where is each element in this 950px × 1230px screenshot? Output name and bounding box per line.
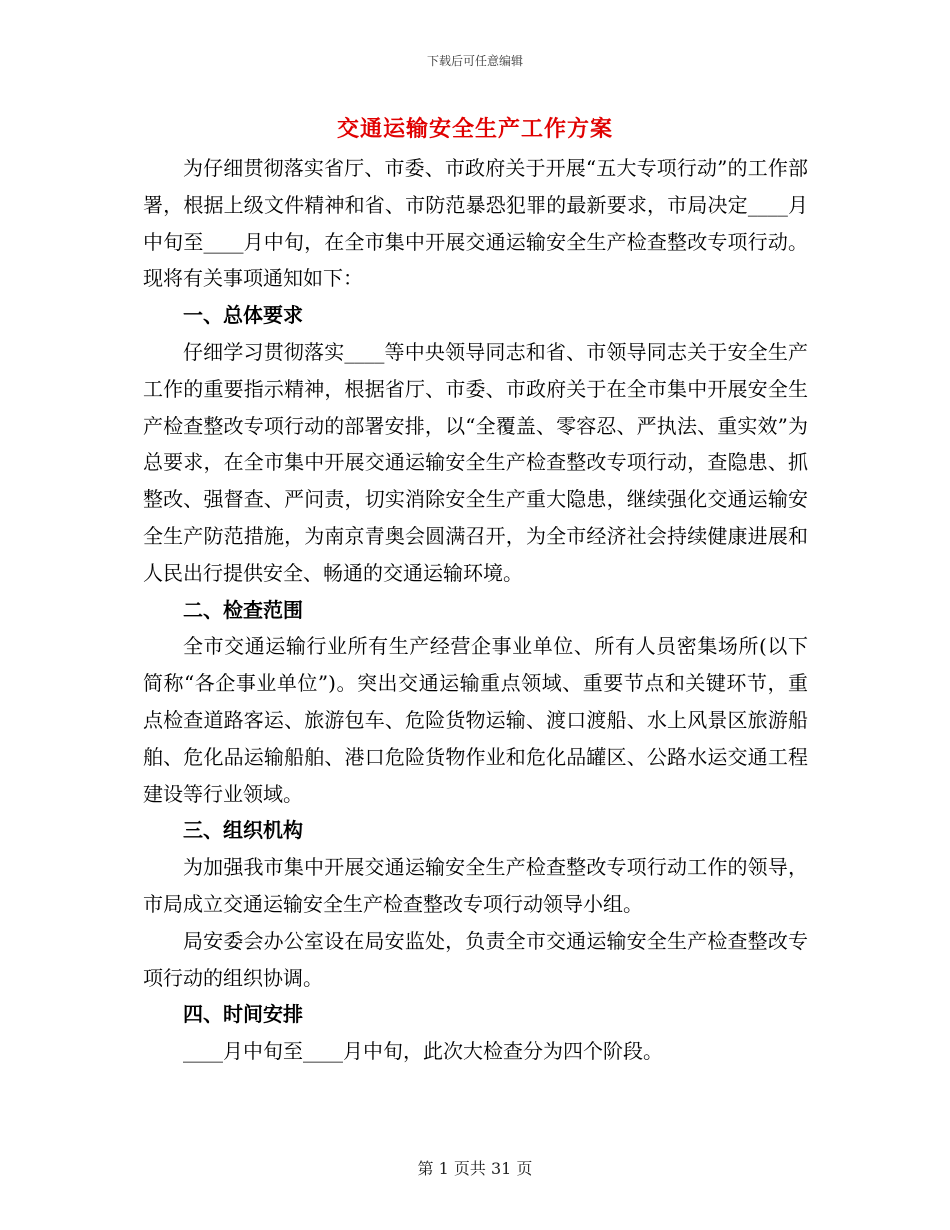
- section-4-body: ____月中旬至____月中旬，此次大检查分为四个阶段。: [183, 1039, 663, 1064]
- section-1-body: 仔细学习贯彻落实____等中央领导同志和省、市领导同志关于安全生产工作的重要指示精神，根据省厅、市委、市政府关于在全市集中开展安全生产检查整改专项行动的部署安排，以“全覆盖、零容忍、严执法、重实效”为总要求，在全市集中开展交通运输安全生产检查整改专项行动，查隐患、抓整改、强督查、严问责，切实消除安全生产重大隐患，继续强化交通运输安全生产防范措施，为南京青奥会圆满召开，为全市经济社会持续健康进展和人民出行提供安全、畅通的交通运输环境。: [143, 339, 808, 585]
- section-3-body-1: 为加强我市集中开展交通运输安全生产检查整改专项行动工作的领导，市局成立交通运输安全生产检查整改专项行动领导小组。: [143, 855, 808, 916]
- document-body: [143, 150, 808, 1070]
- section-1-heading: 一、总体要求: [183, 303, 303, 328]
- section-3-heading: 三、组织机构: [183, 818, 303, 843]
- intro-paragraph: 为仔细贯彻落实省厅、市委、市政府关于开展“五大专项行动”的工作部署，根据上级文件精神和省、市防范暴恐犯罪的最新要求，市局决定____月中旬至____月中旬，在全市集中开展交通运输安全生产检查整改专项行动。现将有关事项通知如下：: [143, 156, 808, 291]
- section-2-body: 全市交通运输行业所有生产经营企事业单位、所有人员密集场所(以下简称“各企事业单位”)。突出交通运输重点领域、重要节点和关键环节，重点检查道路客运、旅游包车、危险货物运输、渡口渡船、水上风景区旅游船舶、危化品运输船舶、港口危险货物作业和危化品罐区、公路水运交通工程建设等行业领域。: [143, 634, 808, 806]
- section-4-heading: 四、时间安排: [183, 1002, 303, 1027]
- page-header: 下载后可任意编辑: [426, 54, 523, 68]
- page-footer: 第 1 页共 31 页: [417, 1159, 533, 1178]
- document-title: 交通运输安全生产工作方案: [336, 116, 613, 142]
- section-3-body-2: 局安委会办公室设在局安监处，负责全市交通运输安全生产检查整改专项行动的组织协调。: [143, 928, 808, 990]
- section-2-heading: 二、检查范围: [183, 597, 303, 622]
